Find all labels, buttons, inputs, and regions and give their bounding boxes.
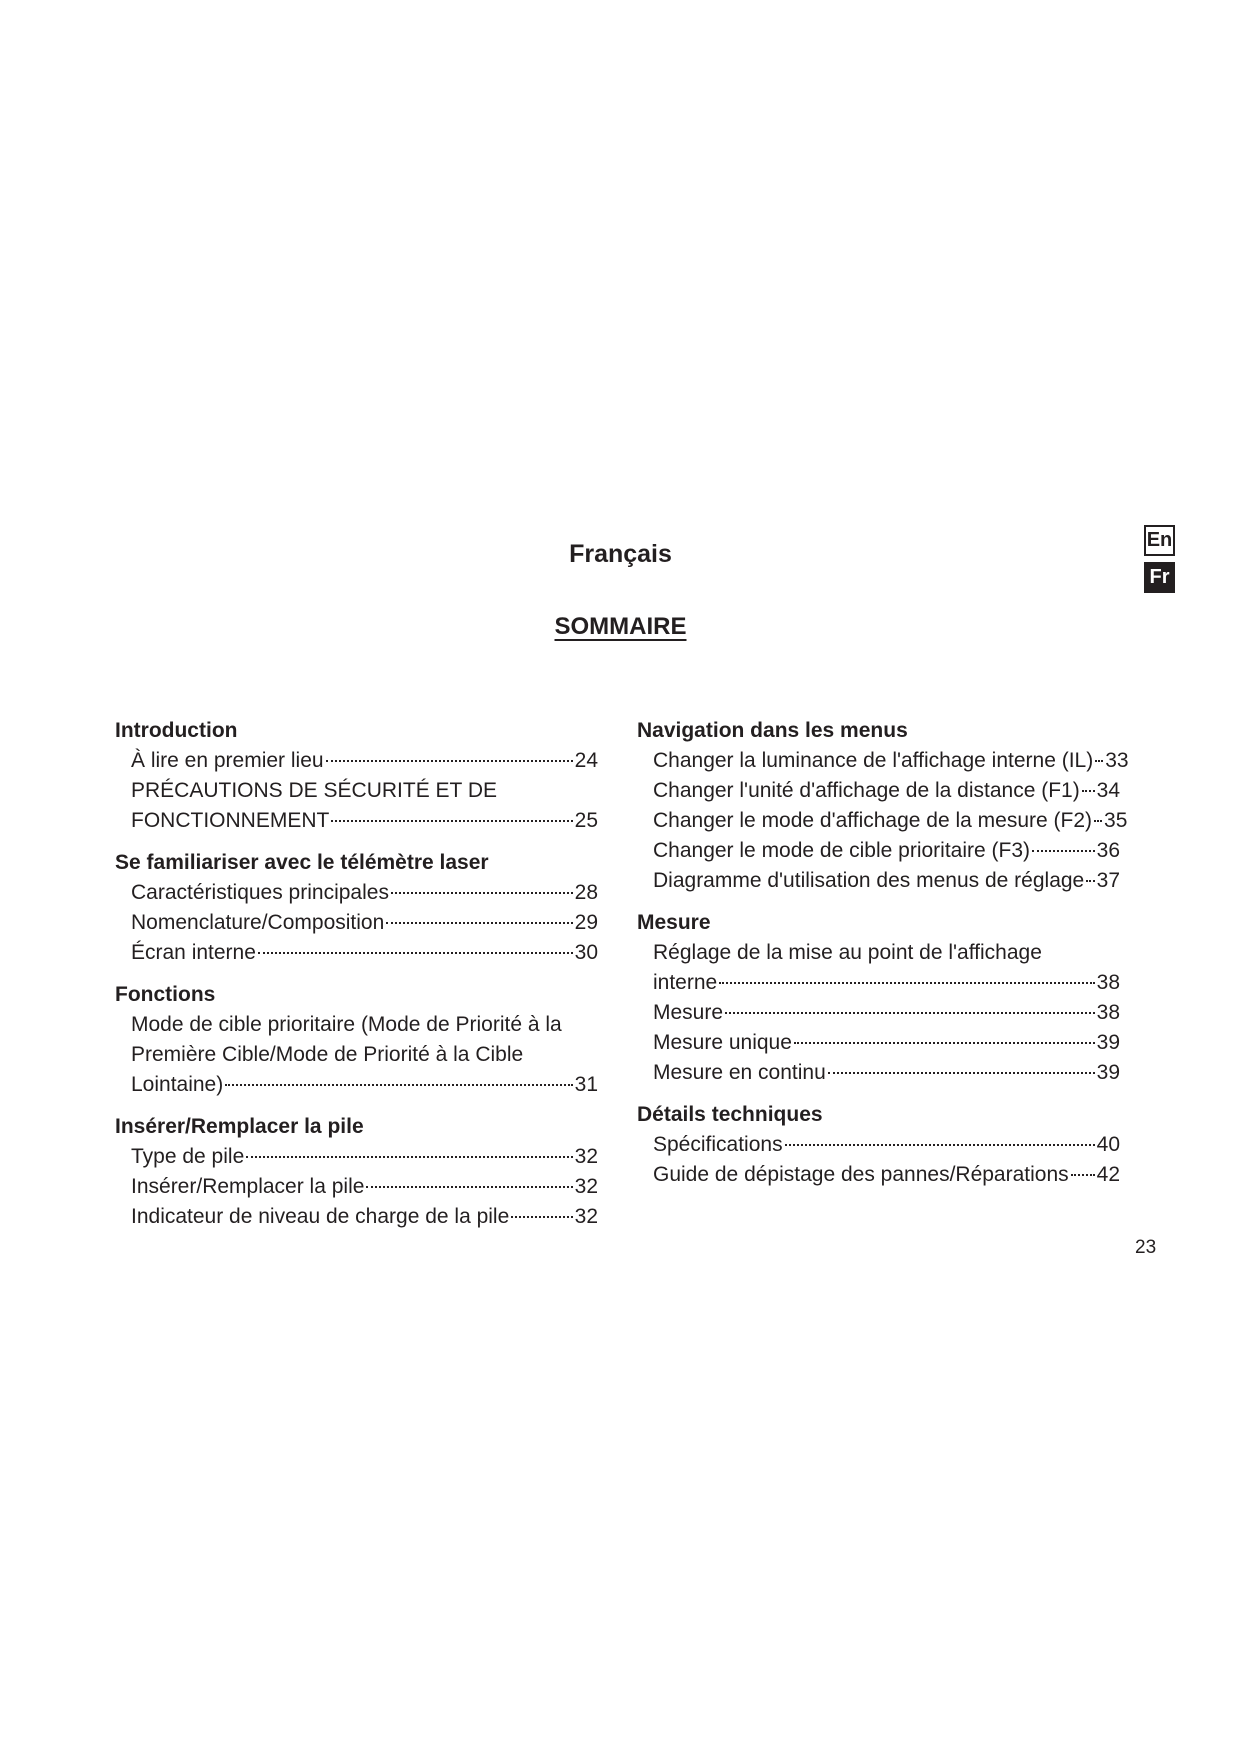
- entry-text: Indicateur de niveau de charge de la pile: [131, 1205, 510, 1228]
- entry-text: Mesure unique: [653, 1031, 792, 1054]
- entry-page: 34: [1096, 779, 1120, 802]
- entry-page: 35: [1104, 809, 1128, 832]
- dot-leader: [1094, 820, 1102, 822]
- toc-entry[interactable]: [115, 1202, 598, 1232]
- toc-section-navigation: [637, 716, 1129, 896]
- toc-title: SOMMAIRE: [554, 613, 687, 640]
- toc-entry[interactable]: [637, 1130, 1120, 1160]
- entry-page: 25: [574, 809, 598, 832]
- entry-text: Insérer/Remplacer la pile: [131, 1175, 365, 1198]
- dot-leader: [391, 892, 573, 894]
- entry-text: Lointaine): [131, 1073, 224, 1096]
- entry-page: 32: [574, 1175, 598, 1198]
- entry-text: Mesure en continu: [653, 1061, 826, 1084]
- toc-section-mesure: [637, 908, 1120, 1088]
- entry-text: Changer le mode de cible prioritaire (F3): [653, 839, 1031, 862]
- entry-text-line: Première Cible/Mode de Priorité à la Cible: [131, 1043, 524, 1066]
- entry-text: interne: [653, 971, 718, 994]
- lang-tab-fr: Fr: [1144, 562, 1175, 593]
- toc-right-column: [637, 716, 1129, 1202]
- section-title: Se familiariser avec le télémètre laser: [115, 851, 489, 874]
- section-title: Navigation dans les menus: [637, 719, 908, 742]
- toc-entry[interactable]: [115, 1010, 598, 1100]
- toc-entry[interactable]: [637, 1058, 1120, 1088]
- entry-text: Type de pile: [131, 1145, 245, 1168]
- toc-entry[interactable]: [637, 746, 1129, 776]
- entry-text: À lire en premier lieu: [131, 749, 324, 772]
- entry-page: 30: [574, 941, 598, 964]
- toc-section-pile: [115, 1112, 598, 1232]
- dot-leader: [331, 820, 572, 822]
- section-title: Fonctions: [115, 983, 216, 1006]
- entry-text: Écran interne: [131, 941, 256, 964]
- entry-text: Changer l'unité d'affichage de la distance (F1): [653, 779, 1080, 802]
- dot-leader: [725, 1012, 1095, 1014]
- dot-leader: [1071, 1174, 1095, 1176]
- toc-entry[interactable]: [637, 1028, 1120, 1058]
- dot-leader: [794, 1042, 1095, 1044]
- entry-text: Diagramme d'utilisation des menus de réglage: [653, 869, 1085, 892]
- language-tabs: [1144, 525, 1175, 599]
- dot-leader: [366, 1186, 572, 1188]
- entry-page: 36: [1096, 839, 1120, 862]
- section-title: Introduction: [115, 719, 238, 742]
- toc-entry[interactable]: [637, 776, 1120, 806]
- entry-page: 28: [574, 881, 598, 904]
- toc-entry[interactable]: [637, 866, 1120, 896]
- toc-entry[interactable]: [115, 908, 598, 938]
- dot-leader: [828, 1072, 1095, 1074]
- toc-entry[interactable]: [637, 806, 1128, 836]
- entry-page: 24: [574, 749, 598, 772]
- entry-text: Guide de dépistage des pannes/Réparations: [653, 1163, 1069, 1186]
- toc-entry[interactable]: [637, 1160, 1120, 1190]
- toc-section-details: [637, 1100, 1120, 1190]
- toc-section-fonctions: [115, 980, 598, 1100]
- dot-leader: [1086, 880, 1094, 882]
- entry-page: 42: [1096, 1163, 1120, 1186]
- dot-leader: [1032, 850, 1095, 852]
- dot-leader: [719, 982, 1094, 984]
- entry-page: 37: [1096, 869, 1120, 892]
- section-title: Insérer/Remplacer la pile: [115, 1115, 364, 1138]
- entry-text-line: PRÉCAUTIONS DE SÉCURITÉ ET DE: [131, 779, 498, 802]
- dot-leader: [326, 760, 573, 762]
- toc-entry[interactable]: [115, 878, 598, 908]
- toc-entry[interactable]: [115, 776, 598, 836]
- dot-leader: [511, 1216, 572, 1218]
- entry-text-line: Mode de cible prioritaire (Mode de Priorité à la: [131, 1013, 562, 1036]
- entry-page: 38: [1096, 1001, 1120, 1024]
- entry-text-line: Réglage de la mise au point de l'affichage: [653, 941, 1042, 964]
- entry-text: Changer le mode d'affichage de la mesure (F2): [653, 809, 1093, 832]
- entry-text: FONCTIONNEMENT: [131, 809, 330, 832]
- toc-entry[interactable]: [637, 998, 1120, 1028]
- dot-leader: [1095, 760, 1103, 762]
- entry-page: 32: [574, 1205, 598, 1228]
- toc-entry[interactable]: [115, 746, 598, 776]
- entry-page: 39: [1096, 1061, 1120, 1084]
- entry-text: Changer la luminance de l'affichage interne (IL): [653, 749, 1094, 772]
- entry-page: 33: [1105, 749, 1129, 772]
- entry-text: Mesure: [653, 1001, 724, 1024]
- toc-section-familiariser: [115, 848, 598, 968]
- toc-entry[interactable]: [637, 938, 1120, 998]
- dot-leader: [258, 952, 573, 954]
- dot-leader: [246, 1156, 572, 1158]
- entry-text: Caractéristiques principales: [131, 881, 389, 904]
- entry-page: 32: [574, 1145, 598, 1168]
- entry-text: Nomenclature/Composition: [131, 911, 385, 934]
- section-title: Mesure: [637, 911, 711, 934]
- language-title: Français: [569, 540, 672, 568]
- lang-tab-en: En: [1144, 525, 1175, 556]
- entry-page: 31: [574, 1073, 598, 1096]
- entry-page: 29: [574, 911, 598, 934]
- section-title: Détails techniques: [637, 1103, 823, 1126]
- entry-page: 38: [1096, 971, 1120, 994]
- entry-page: 40: [1096, 1133, 1120, 1156]
- page-number: 23: [1135, 1237, 1157, 1258]
- dot-leader: [785, 1144, 1095, 1146]
- dot-leader: [225, 1084, 572, 1086]
- toc-entry[interactable]: [115, 1142, 598, 1172]
- toc-entry[interactable]: [115, 938, 598, 968]
- entry-page: 39: [1096, 1031, 1120, 1054]
- toc-entry[interactable]: [115, 1172, 598, 1202]
- toc-left-column: [115, 716, 598, 1244]
- toc-entry[interactable]: [637, 836, 1120, 866]
- toc-section-introduction: [115, 716, 598, 836]
- dot-leader: [1082, 790, 1095, 792]
- entry-text: Spécifications: [653, 1133, 783, 1156]
- dot-leader: [386, 922, 572, 924]
